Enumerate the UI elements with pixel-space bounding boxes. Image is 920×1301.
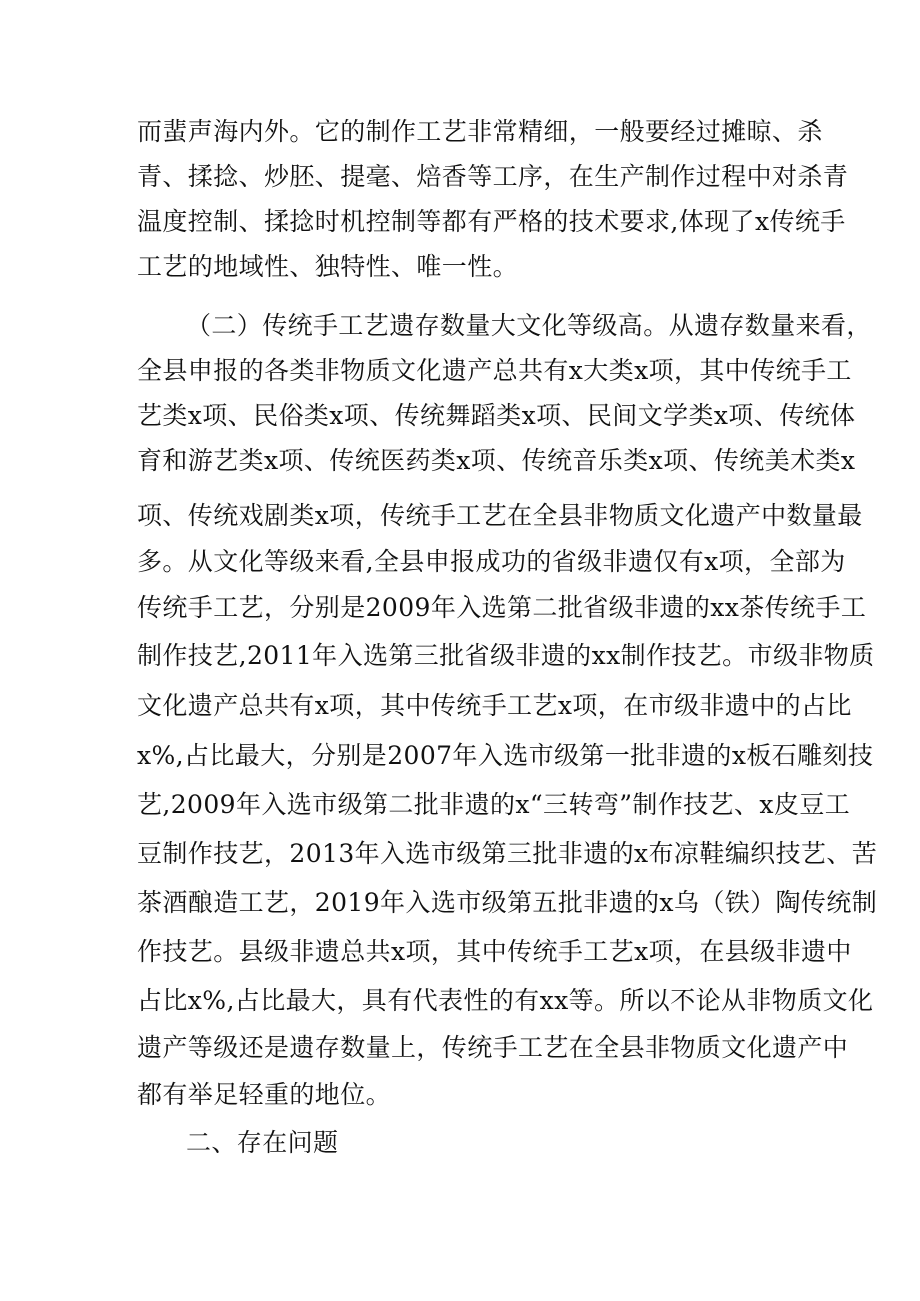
text-line: 豆制作技艺，2013年入选市级第三批非遗的x布凉鞋编织技艺、苦	[137, 839, 878, 868]
text-line: 项、传统戏剧类x项，传统手工艺在全县非物质文化遗产中数量最	[137, 501, 863, 530]
text-line: 传统手工艺，分别是2009年入选第二批省级非遗的xx茶传统手工	[137, 593, 867, 622]
text-line: 占比x%,占比最大，具有代表性的有xx等。所以不论从非物质文化	[137, 986, 874, 1015]
text-line: x%,占比最大，分别是2007年入选市级第一批非遗的x板石雕刻技	[137, 741, 874, 770]
section-heading: 二、存在问题	[186, 1128, 339, 1157]
text-line: 育和游艺类x项、传统医药类x项、传统音乐类x项、传统美术类x	[137, 446, 856, 475]
text-line: 工艺的地域性、独特性、唯一性。	[137, 252, 519, 281]
text-line: 茶酒酿造工艺，2019年入选市级第五批非遗的x乌（铁）陶传统制	[137, 888, 878, 917]
text-line: 制作技艺,2011年入选第三批省级非遗的xx制作技艺。市级非物质	[137, 641, 875, 670]
text-line: 文化遗产总共有x项，其中传统手工艺x项，在市级非遗中的占比	[137, 691, 852, 720]
text-line: 而蜚声海内外。它的制作工艺非常精细，一般要经过摊晾、杀	[137, 117, 823, 146]
text-line: 都有举足轻重的地位。	[137, 1080, 392, 1109]
text-line: 多。从文化等级来看,全县申报成功的省级非遗仅有x项，全部为	[137, 547, 846, 576]
text-line: 温度控制、揉捻时机控制等都有严格的技术要求,体现了x传统手	[137, 207, 846, 236]
text-line: 作技艺。县级非遗总共x项，其中传统手工艺x项，在县级非遗中	[137, 937, 852, 966]
text-line: 遗产等级还是遗存数量上，传统手工艺在全县非物质文化遗产中	[137, 1033, 849, 1062]
text-line: 全县申报的各类非物质文化遗产总共有x大类x项，其中传统手工	[137, 356, 852, 385]
text-line: 艺类x项、民俗类x项、传统舞蹈类x项、民间文学类x项、传统体	[137, 401, 856, 430]
text-line: 青、揉捻、炒胚、提毫、焙香等工序，在生产制作过程中对杀青	[137, 162, 849, 191]
text-line: （二）传统手工艺遗存数量大文化等级高。从遗存数量来看，	[186, 311, 872, 340]
text-line: 艺,2009年入选市级第二批非遗的x“三转弯”制作技艺、x皮豆工	[137, 790, 851, 819]
